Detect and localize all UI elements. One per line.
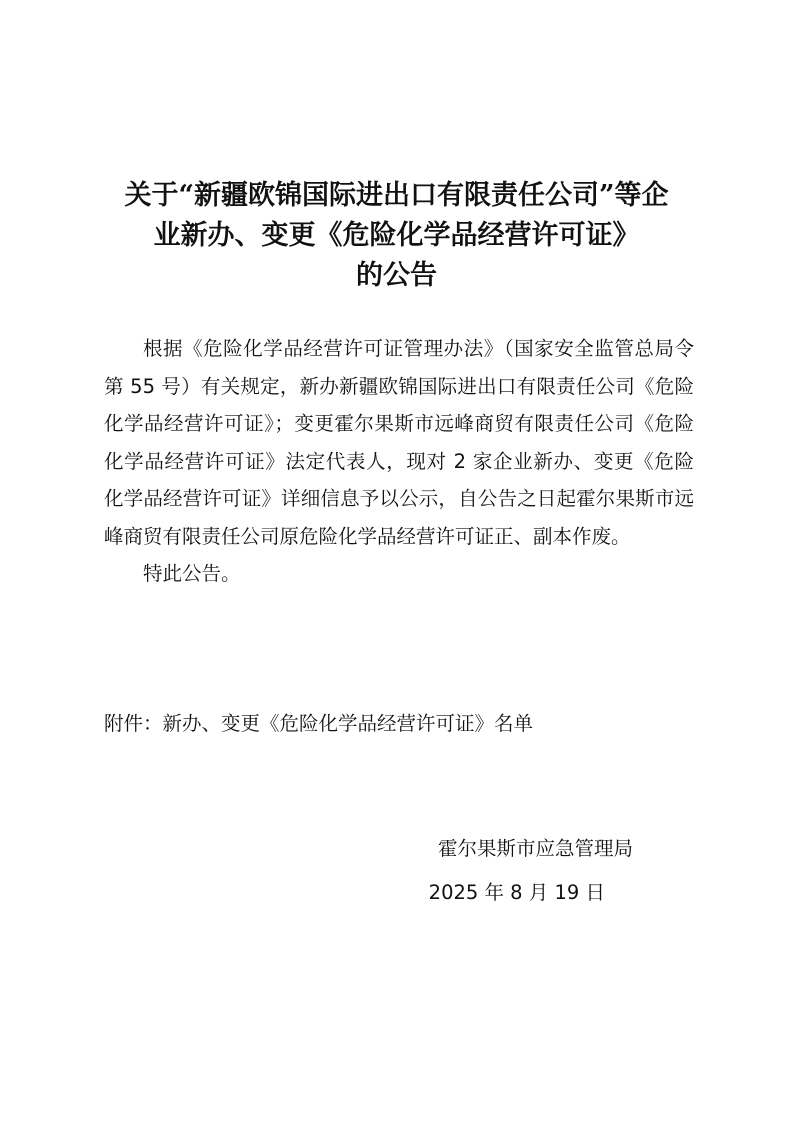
document-title [60, 176, 733, 296]
issue-date: 2025 年 8 月 19 日 [428, 881, 605, 904]
title-line-3: 的公告 [356, 260, 437, 291]
attachment-note: 附件：新办、变更《危险化学品经营许可证》名单 [104, 712, 534, 735]
body-paragraph: 根据《危险化学品经营许可证管理办法》（国家安全监管总局令第 55 号）有关规定，新办新疆欧锦国际进出口有限责任公司《危险化学品经营许可证》；变更霍尔果斯市远峰商贸有限责任公司《危险化学品经营许可证》法定代表人，现对 2 家企业新办、变更《危险化学品经营许可证》详细信息予以公示，自公告之日起霍尔果斯市远峰商贸有限责任公司原危险化学品经营许可证正、副本作废。 [104, 337, 694, 548]
document-body [104, 330, 694, 593]
issuing-organization: 霍尔果斯市应急管理局 [437, 837, 633, 860]
title-line-2: 业新办、变更《危险化学品经营许可证》 [153, 220, 640, 251]
closing-text: 特此公告。 [143, 562, 241, 585]
title-line-1: 关于“新疆欧锦国际进出口有限责任公司”等企 [124, 180, 669, 211]
signature-block [429, 827, 633, 915]
